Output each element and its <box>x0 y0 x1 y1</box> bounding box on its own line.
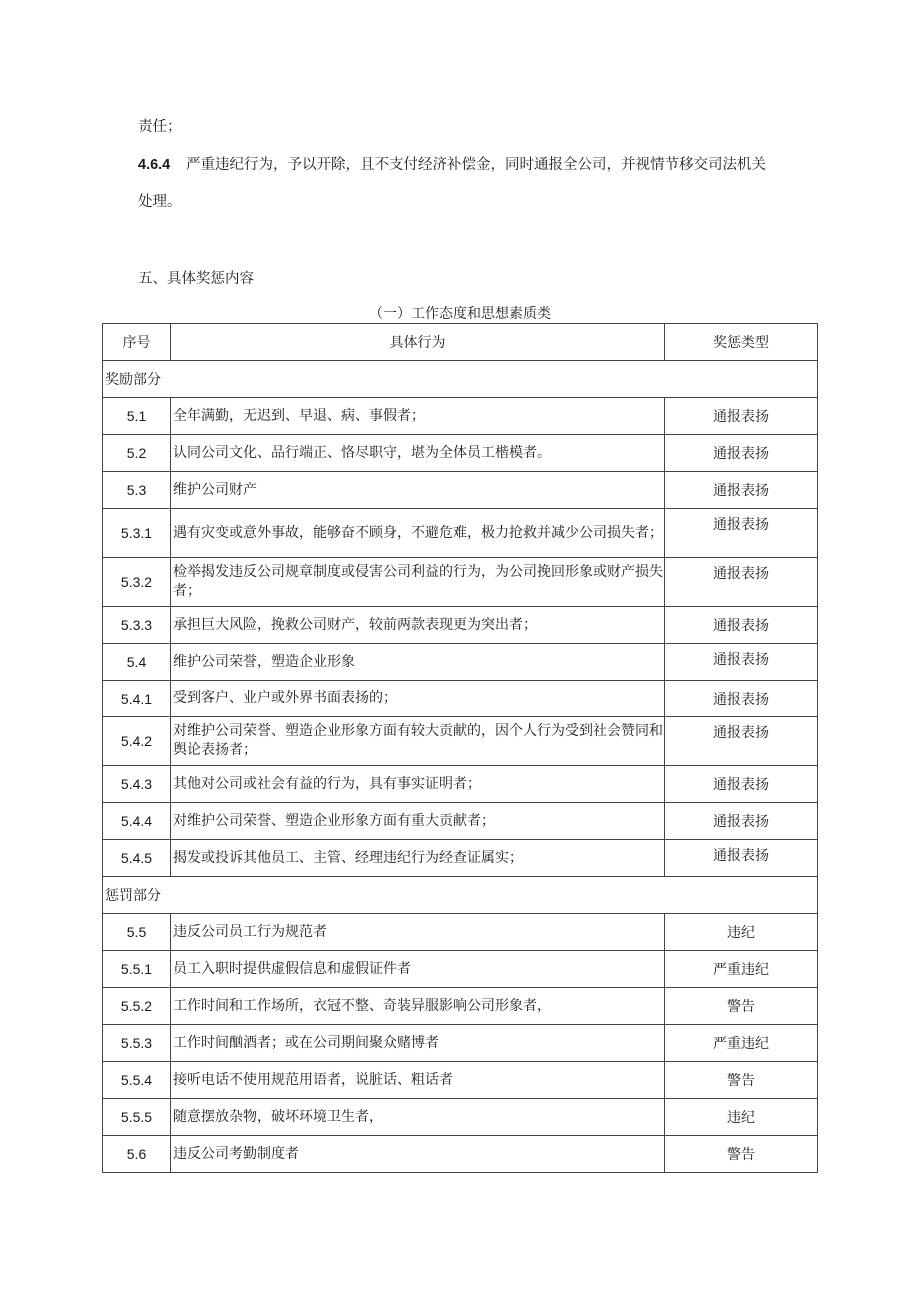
table-row <box>103 766 818 803</box>
row-type: 通报表扬 <box>665 607 818 644</box>
row-behavior: 对维护公司荣誉、塑造企业形象方面有重大贡献者； <box>171 803 665 840</box>
row-behavior: 违反公司员工行为规范者 <box>171 914 665 951</box>
row-type: 警告 <box>665 1136 818 1173</box>
row-behavior: 工作时间和工作场所，衣冠不整、奇装异服影响公司形象者， <box>171 988 665 1025</box>
row-type: 通报表扬 <box>665 435 818 472</box>
rewards-penalties-table <box>102 323 818 1173</box>
row-type: 违纪 <box>665 914 818 951</box>
table-row <box>103 914 818 951</box>
table-row <box>103 558 818 607</box>
row-type: 严重违纪 <box>665 1025 818 1062</box>
row-number: 5.3.2 <box>103 558 171 607</box>
clause-number: 4.6.4 <box>138 157 171 173</box>
header-behavior: 具体行为 <box>171 324 665 361</box>
table-row <box>103 607 818 644</box>
row-type: 警告 <box>665 988 818 1025</box>
row-behavior: 违反公司考勤制度者 <box>171 1136 665 1173</box>
row-type: 严重违纪 <box>665 951 818 988</box>
section-row-penalty <box>103 877 818 914</box>
row-number: 5.4.1 <box>103 681 171 717</box>
table-row <box>103 1136 818 1173</box>
section-heading: 五、具体奖惩内容 <box>138 271 254 287</box>
reward-section-label: 奖励部分 <box>103 361 818 398</box>
row-behavior: 认同公司文化、品行端正、恪尽职守，堪为全体员工楷模者。 <box>171 435 665 472</box>
row-number: 5.5.1 <box>103 951 171 988</box>
table-row <box>103 1062 818 1099</box>
row-behavior: 受到客户、业户或外界书面表扬的； <box>171 681 665 717</box>
row-number: 5.4.5 <box>103 840 171 877</box>
row-number: 5.4.4 <box>103 803 171 840</box>
table-row <box>103 509 818 558</box>
table-row <box>103 398 818 435</box>
row-type: 警告 <box>665 1062 818 1099</box>
row-number: 5.5 <box>103 914 171 951</box>
row-type: 违纪 <box>665 1099 818 1136</box>
table-row <box>103 681 818 717</box>
row-behavior: 遇有灾变或意外事故，能够奋不顾身，不避危难，极力抢救并减少公司损失者； <box>171 509 665 558</box>
row-number: 5.5.2 <box>103 988 171 1025</box>
row-behavior: 工作时间酗酒者；或在公司期间聚众赌博者 <box>171 1025 665 1062</box>
row-type: 通报表扬 <box>665 509 818 558</box>
penalty-section-label: 惩罚部分 <box>103 877 818 914</box>
row-number: 5.4.3 <box>103 766 171 803</box>
row-type: 通报表扬 <box>665 717 818 766</box>
row-number: 5.5.4 <box>103 1062 171 1099</box>
row-type: 通报表扬 <box>665 472 818 509</box>
clause-continuation: 处理。 <box>138 194 182 210</box>
clause-text: 严重违纪行为，予以开除，且不支付经济补偿金，同时通报全公司，并视情节移交司法机关 <box>186 157 766 173</box>
row-behavior: 对维护公司荣誉、塑造企业形象方面有较大贡献的，因个人行为受到社会赞同和舆论表扬者； <box>171 717 665 766</box>
row-type: 通报表扬 <box>665 803 818 840</box>
row-behavior: 维护公司财产 <box>171 472 665 509</box>
row-number: 5.5.3 <box>103 1025 171 1062</box>
row-behavior: 检举揭发违反公司规章制度或侵害公司利益的行为，为公司挽回形象或财产损失者； <box>171 558 665 607</box>
table-row <box>103 988 818 1025</box>
table-row <box>103 1025 818 1062</box>
table-row <box>103 840 818 877</box>
row-number: 5.3.1 <box>103 509 171 558</box>
row-behavior: 接听电话不使用规范用语者，说脏话、粗话者 <box>171 1062 665 1099</box>
table-row <box>103 951 818 988</box>
row-behavior: 承担巨大风险，挽救公司财产，较前两款表现更为突出者； <box>171 607 665 644</box>
row-type: 通报表扬 <box>665 558 818 607</box>
row-number: 5.1 <box>103 398 171 435</box>
row-type: 通报表扬 <box>665 398 818 435</box>
row-behavior: 全年满勤，无迟到、早退、病、事假者； <box>171 398 665 435</box>
row-number: 5.2 <box>103 435 171 472</box>
row-number: 5.3 <box>103 472 171 509</box>
row-type: 通报表扬 <box>665 840 818 877</box>
table-caption: （一）工作态度和思想素质类 <box>369 306 551 322</box>
table-row <box>103 644 818 681</box>
row-number: 5.3.3 <box>103 607 171 644</box>
table-row <box>103 1099 818 1136</box>
row-behavior: 员工入职时提供虚假信息和虚假证件者 <box>171 951 665 988</box>
row-type: 通报表扬 <box>665 681 818 717</box>
row-behavior: 维护公司荣誉，塑造企业形象 <box>171 644 665 681</box>
row-behavior: 其他对公司或社会有益的行为，具有事实证明者； <box>171 766 665 803</box>
row-number: 5.6 <box>103 1136 171 1173</box>
table-row <box>103 803 818 840</box>
table-row <box>103 435 818 472</box>
table-header-row <box>103 324 818 361</box>
header-type: 奖惩类型 <box>665 324 818 361</box>
section-row-reward <box>103 361 818 398</box>
row-number: 5.4.2 <box>103 717 171 766</box>
row-number: 5.5.5 <box>103 1099 171 1136</box>
intro-line: 责任； <box>138 119 182 135</box>
table-row <box>103 472 818 509</box>
row-behavior: 揭发或投诉其他员工、主管、经理违纪行为经查证属实； <box>171 840 665 877</box>
row-type: 通报表扬 <box>665 644 818 681</box>
row-type: 通报表扬 <box>665 766 818 803</box>
header-number: 序号 <box>103 324 171 361</box>
row-number: 5.4 <box>103 644 171 681</box>
table-row <box>103 717 818 766</box>
row-behavior: 随意摆放杂物，破坏环境卫生者， <box>171 1099 665 1136</box>
